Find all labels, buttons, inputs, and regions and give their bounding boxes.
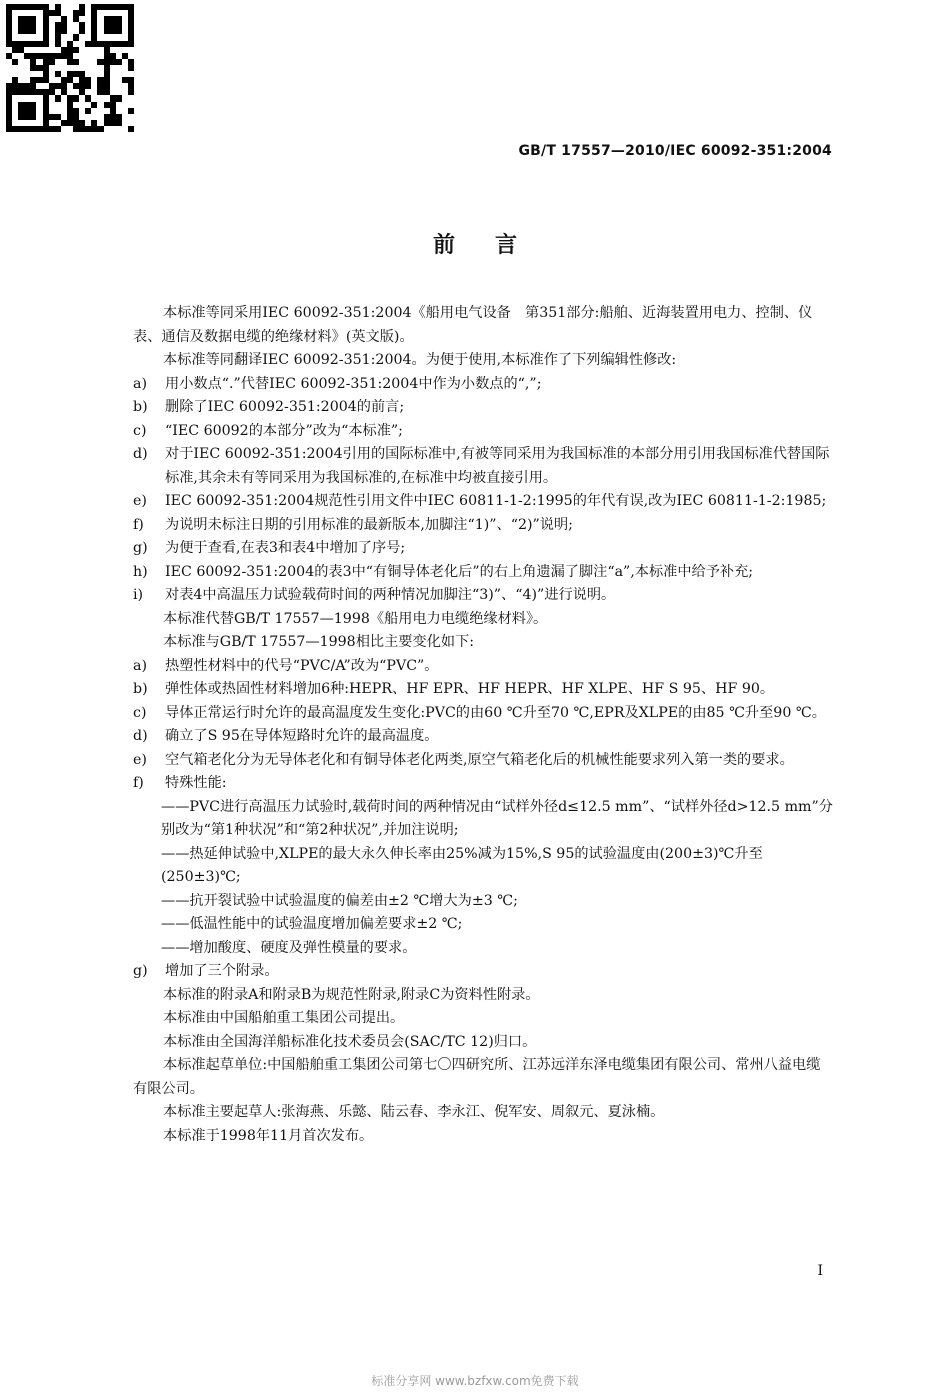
dash-item: ——增加酸度、硬度及弹性模量的要求。 <box>161 939 417 956</box>
list-item <box>133 960 833 984</box>
footer-watermark: 标准分享网 www.bzfxw.com免费下载 <box>371 1374 579 1388</box>
item-text: 弹性体或热固性材料增加6种:HEPR、HF EPR、HF HEPR、HF XLPE、HF S 95、HF 90。 <box>165 681 775 697</box>
item-text: 空气箱老化分为无导体老化和有铜导体老化两类,原空气箱老化后的机械性能要求列入第一类的要求。 <box>165 751 794 768</box>
qr-code <box>6 4 134 132</box>
item-text: 为便于查看,在表3和表4中增加了序号; <box>165 540 406 556</box>
item-label: g) <box>133 540 148 556</box>
paragraph: 本标准于1998年11月首次发布。 <box>163 1127 374 1144</box>
edits-list <box>133 373 833 608</box>
paragraph: 本标准主要起草人:张海燕、乐懿、陆云春、李永江、倪军安、周叙元、夏泳楠。 <box>163 1104 665 1120</box>
document-body <box>133 302 833 1148</box>
paragraph: 本标准由全国海洋船标准化技术委员会(SAC/TC 12)归口。 <box>163 1033 537 1050</box>
item-text: 导体正常运行时允许的最高温度发生变化:PVC的由60 ℃升至70 ℃,EPR及XLPE的由85 ℃升至90 ℃。 <box>165 704 826 721</box>
item-label: e) <box>133 493 147 509</box>
paragraph: 本标准与GB/T 17557—1998相比主要变化如下: <box>163 634 474 650</box>
paragraph: 本标准起草单位:中国船舶重工集团公司第七〇四研究所、江苏远洋东泽电缆集团有限公司、常州八益电缆有限公司。 <box>133 1057 821 1097</box>
item-label: e) <box>133 751 147 768</box>
list-item <box>133 490 833 514</box>
item-label: b) <box>133 399 148 415</box>
item-label: d) <box>133 728 148 744</box>
item-text: 对于IEC 60092-351:2004引用的国际标准中,有被等同采用为我国标准的本部分用引用我国标准代替国际标准,其余未有等同采用为我国标准的,在标准中均被直接引用。 <box>165 446 830 486</box>
list-item <box>133 678 833 702</box>
item-text: 增加了三个附录。 <box>165 963 279 979</box>
paragraph: 本标准等同翻译IEC 60092-351:2004。为便于使用,本标准作了下列编辑性修改: <box>163 352 677 368</box>
item-label: a) <box>133 657 147 674</box>
dash-item: ——低温性能中的试验温度增加偏差要求±2 ℃; <box>161 916 463 932</box>
item-text: 特殊性能: <box>165 775 227 791</box>
item-label: i) <box>133 587 144 603</box>
page-number: I <box>817 1263 823 1279</box>
item-label: b) <box>133 681 148 697</box>
item-text: 用小数点“.”代替IEC 60092-351:2004中作为小数点的“,”; <box>165 375 542 392</box>
item-label: f) <box>133 775 144 791</box>
dash-item: ——抗开裂试验中试验温度的偏差由±2 ℃增大为±3 ℃; <box>161 892 518 909</box>
item-label: f) <box>133 516 144 533</box>
dash-item: ——热延伸试验中,XLPE的最大永久伸长率由25%减为15%,S 95的试验温度由(200±3)℃升至(250±3)℃; <box>161 845 763 885</box>
list-item <box>133 396 833 420</box>
changes-list <box>133 655 833 796</box>
item-text: 删除了IEC 60092-351:2004的前言; <box>165 399 405 415</box>
list-item <box>133 702 833 726</box>
item-label: g) <box>133 963 148 979</box>
list-item <box>133 514 833 538</box>
list-item <box>133 725 833 749</box>
item-text: 热塑性材料中的代号“PVC/A”改为“PVC”。 <box>165 657 439 674</box>
page-title: 前言 <box>432 233 557 258</box>
list-item <box>133 443 833 490</box>
item-label: h) <box>133 563 148 580</box>
item-text: “IEC 60092的本部分”改为“本标准”; <box>165 422 403 439</box>
paragraph: 本标准由中国船舶重工集团公司提出。 <box>163 1010 405 1026</box>
paragraph: 本标准代替GB/T 17557—1998《船用电力电缆绝缘材料》。 <box>163 610 548 627</box>
list-item <box>133 537 833 561</box>
paragraph: 本标准等同采用IEC 60092-351:2004《船用电气设备 第351部分:船舶、近海装置用电力、控制、仪表、通信及数据电缆的绝缘材料》(英文版)。 <box>133 305 813 345</box>
list-item <box>133 584 833 608</box>
list-item <box>133 749 833 773</box>
item-text: 确立了S 95在导体短路时允许的最高温度。 <box>165 728 439 744</box>
item-text: 对表4中高温压力试验载荷时间的两种情况加脚注“3)”、“4)”进行说明。 <box>165 587 616 603</box>
item-label: c) <box>133 422 147 439</box>
standard-code: GB/T 17557—2010/IEC 60092-351:2004 <box>518 143 832 159</box>
list-item <box>133 772 833 796</box>
list-item <box>133 655 833 679</box>
item-label: c) <box>133 704 147 721</box>
special-list <box>133 796 833 961</box>
item-text: IEC 60092-351:2004的表3中“有铜导体老化后”的右上角遗漏了脚注“a”,本标准中给予补充; <box>165 563 754 580</box>
list-item <box>133 373 833 397</box>
item-text: IEC 60092-351:2004规范性引用文件中IEC 60811-1-2:1995的年代有误,改为IEC 60811-1-2:1985; <box>165 493 827 509</box>
item-text: 为说明未标注日期的引用标准的最新版本,加脚注“1)”、“2)”说明; <box>165 516 573 533</box>
list-item <box>133 420 833 444</box>
paragraph: 本标准的附录A和附录B为规范性附录,附录C为资料性附录。 <box>163 986 540 1003</box>
list-item <box>133 561 833 585</box>
item-label: a) <box>133 375 147 392</box>
dash-item: ——PVC进行高温压力试验时,载荷时间的两种情况由“试样外径d≤12.5 mm”、“试样外径d>12.5 mm”分别改为“第1种状况”和“第2种状况”,并加注说明; <box>161 798 833 838</box>
item-label: d) <box>133 446 148 462</box>
